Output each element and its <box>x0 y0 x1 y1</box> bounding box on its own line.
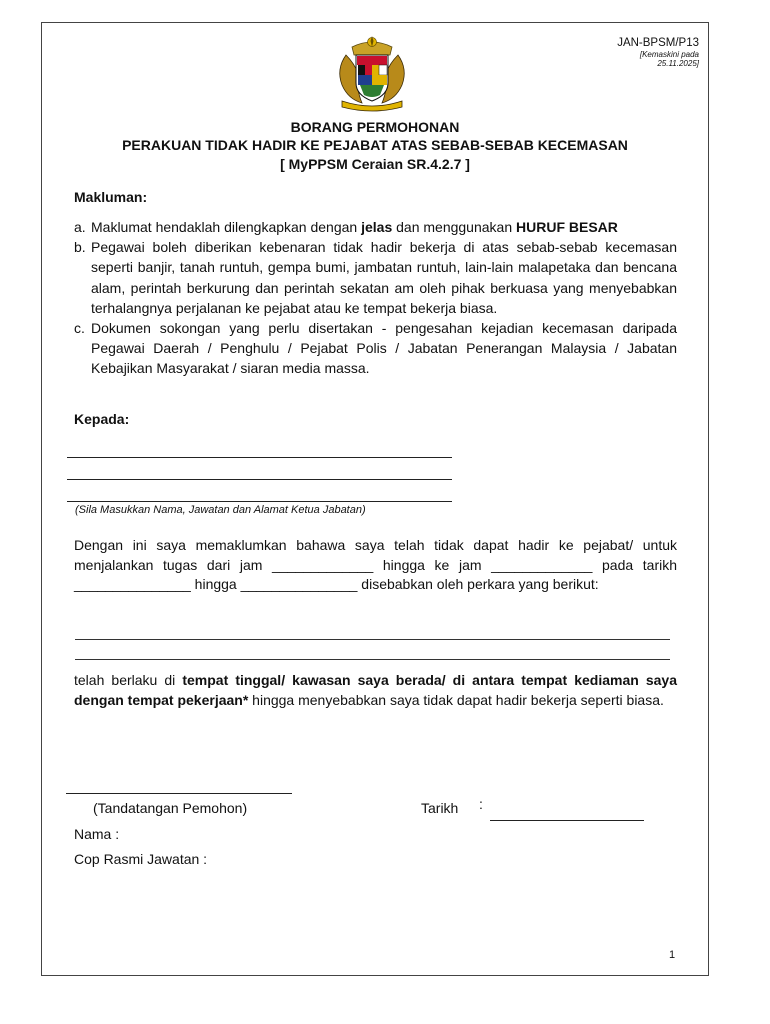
list-item <box>74 237 677 318</box>
form-subtitle: PERAKUAN TIDAK HADIR KE PEJABAT ATAS SEBAB-SEBAB KECEMASAN <box>122 137 628 153</box>
list-item-text: Pegawai boleh diberikan kebenaran tidak hadir bekerja di atas sebab-sebab kecemasan seperti banjir, tanah runtuh, gempa bumi, jambatan runtuh, lain-lain malapetaka dan bencana alam, perintah berkurung dan perintah sekatan am oleh pihak berkuasa yang menyebabkan terhalangnya perjalanan ke pejabat atau ke tempat bekerja biasa. <box>91 239 677 316</box>
list-item <box>74 318 677 379</box>
date-colon: : <box>479 796 483 812</box>
recipient-line-3[interactable] <box>67 501 452 502</box>
signature-label: (Tandatangan Pemohon) <box>93 800 248 816</box>
list-item <box>74 217 677 237</box>
recipient-line-2[interactable] <box>67 479 452 480</box>
reason-line-1[interactable] <box>75 639 670 640</box>
name-label: Nama : <box>74 826 120 842</box>
location-text: telah berlaku di tempat tinggal/ kawasan saya berada/ di antara tempat kediaman saya dengan tempat pekerjaan* hingga menyebabkan saya tidak dapat hadir bekerja seperti biasa. <box>74 672 677 708</box>
declaration-text: Dengan ini saya memaklumkan bahawa saya telah tidak dapat hadir ke pejabat/ untuk menjalankan tugas dari jam _____________ hingga ke jam _____________ pada tarikh _______________ hingga _______________ disebabkan oleh perkara yang berikut: <box>74 537 677 593</box>
form-page <box>41 22 709 976</box>
list-item-label: c. <box>74 320 85 337</box>
recipient-caption: (Sila Masukkan Nama, Jawatan dan Alamat Ketua Jabatan) <box>75 504 366 516</box>
form-title: BORANG PERMOHONAN <box>290 119 460 135</box>
form-reference <box>603 37 699 68</box>
stamp-label: Cop Rasmi Jawatan : <box>74 851 208 867</box>
form-reference-code: [ MyPPSM Ceraian SR.4.2.7 ] <box>280 156 470 172</box>
list-item-text: Maklumat hendaklah dilengkapkan dengan jelas dan menggunakan HURUF BESAR <box>91 219 618 235</box>
emphasis-capitals: HURUF BESAR <box>516 219 618 235</box>
location-options: tempat tinggal/ kawasan saya berada/ di antara tempat kediaman saya dengan tempat pekerjaan* <box>74 672 677 708</box>
date-label: Tarikh <box>421 800 459 816</box>
kepada-heading: Kepada: <box>74 411 130 427</box>
makluman-heading: Makluman: <box>74 189 148 205</box>
emphasis-clear: jelas <box>361 219 393 235</box>
page-number: 1 <box>669 949 676 961</box>
signature-line[interactable] <box>66 793 292 794</box>
form-code: JAN-BPSM/P13 <box>617 37 699 49</box>
coat-of-arms-icon <box>322 33 422 113</box>
list-item-label: b. <box>74 239 86 256</box>
reason-line-2[interactable] <box>75 659 670 660</box>
recipient-line-1[interactable] <box>67 457 452 458</box>
updated-note: [Kemaskini pada 25.11.2025] <box>639 50 699 68</box>
makluman-list <box>74 217 677 379</box>
date-line[interactable] <box>490 820 644 821</box>
list-item-label: a. <box>74 219 86 235</box>
list-item-text: Dokumen sokongan yang perlu disertakan - pengesahan kejadian kecemasan daripada Pegawai Daerah / Penghulu / Pejabat Polis / Jabatan Penerangan Malaysia / Jabatan Kebajikan Masyarakat / siaran media massa. <box>91 320 677 377</box>
